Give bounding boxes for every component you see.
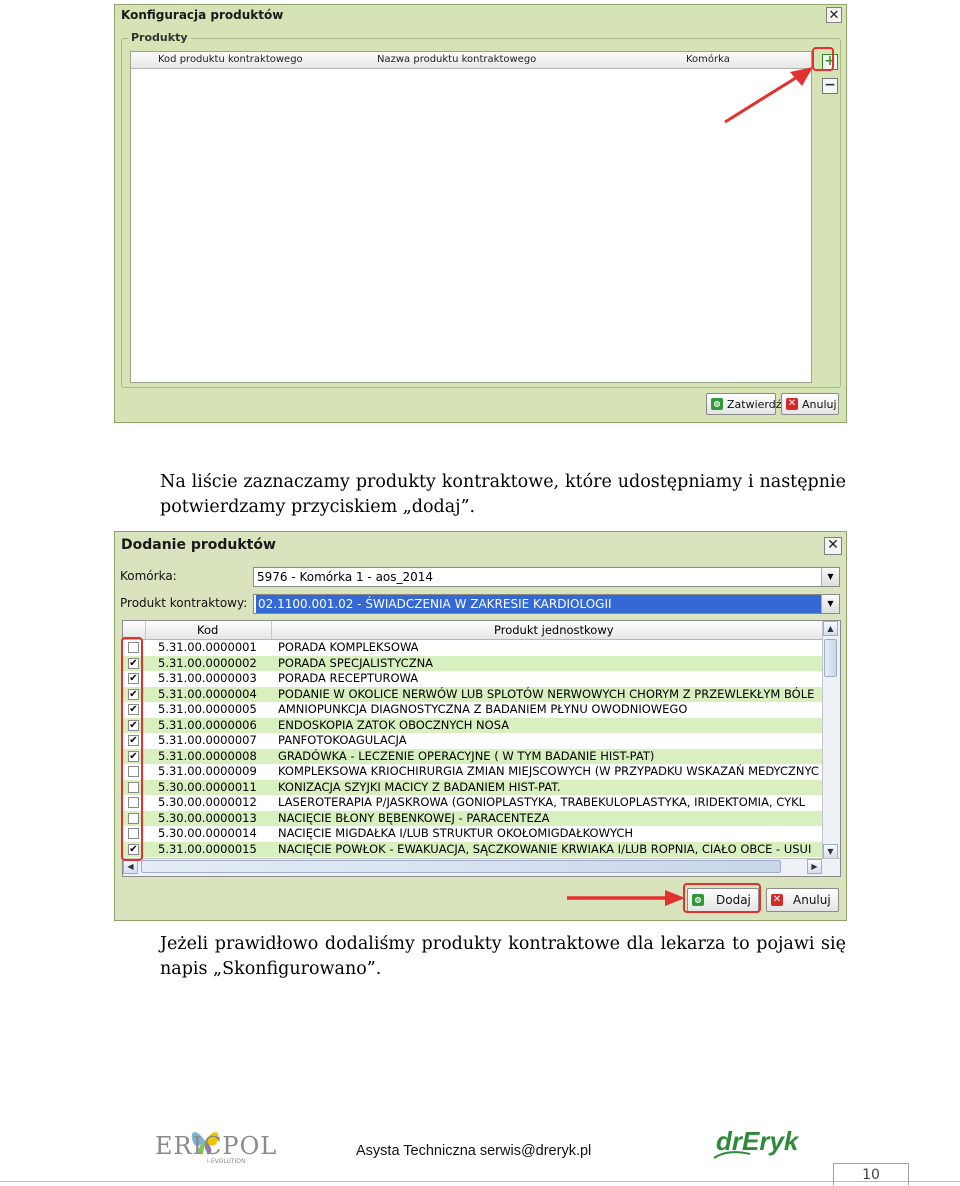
row-checkbox[interactable]: ✔ bbox=[129, 843, 138, 855]
row-product-name: PORADA RECEPTUROWA bbox=[278, 671, 419, 685]
row-code: 5.30.00.0000014 bbox=[158, 826, 257, 840]
product-select[interactable] bbox=[253, 594, 840, 614]
vertical-scrollbar[interactable] bbox=[822, 621, 840, 859]
row-code: 5.31.00.0000007 bbox=[158, 733, 257, 747]
row-checkbox[interactable]: ✔ bbox=[129, 719, 138, 731]
ericpol-logo bbox=[155, 1124, 278, 1165]
row-checkbox[interactable]: ✔ bbox=[129, 673, 138, 684]
add-product-button[interactable]: + bbox=[822, 54, 838, 70]
cancel-label: Anuluj bbox=[793, 893, 831, 907]
cancel-icon: ✕ bbox=[772, 894, 782, 905]
row-checkbox[interactable]: ✔ bbox=[129, 735, 138, 746]
row-code: 5.31.00.0000005 bbox=[158, 702, 257, 716]
row-code: 5.31.00.0000015 bbox=[158, 841, 257, 856]
column-code[interactable]: Kod produktu kontraktowego bbox=[158, 54, 303, 65]
scroll-left-icon[interactable]: ◀ bbox=[123, 859, 138, 874]
row-product-name: LASEROTERAPIA P/JASKROWA (GONIOPLASTYKA, TRABEKULOPLASTYKA, IRIDEKTOMIA, CYKL bbox=[278, 795, 806, 809]
table-row[interactable] bbox=[123, 687, 822, 703]
window-title: Konfiguracja produktów bbox=[121, 8, 284, 22]
dreryk-wordmark: drEryk bbox=[716, 1126, 799, 1156]
row-code: 5.31.00.0000003 bbox=[158, 671, 257, 685]
ok-icon bbox=[711, 398, 723, 410]
product-value: 02.1100.001.02 - ŚWIADCZENIA W ZAKRESIE KARDIOLOGII bbox=[256, 595, 821, 613]
row-checkbox[interactable]: ✔ bbox=[129, 750, 138, 762]
table-row[interactable] bbox=[123, 826, 822, 842]
checkbox-column-highlight bbox=[121, 637, 143, 861]
row-code: 5.31.00.0000009 bbox=[158, 764, 257, 778]
grid-header bbox=[123, 621, 822, 640]
row-product-name: KONIZACJA SZYJKI MACICY Z BADANIEM HIST-PAT. bbox=[278, 779, 561, 794]
row-code: 5.30.00.0000013 bbox=[158, 810, 257, 825]
table-row[interactable] bbox=[123, 811, 822, 827]
row-product-name: PODANIE W OKOLICE NERWÓW LUB SPLOTÓW NERWOWYCH CHORYM Z PRZEWLEKŁYM BÓLE bbox=[278, 686, 815, 701]
close-icon[interactable]: ✕ bbox=[826, 7, 842, 23]
group-label: Produkty bbox=[128, 31, 191, 44]
table-row[interactable] bbox=[123, 795, 822, 811]
row-product-name: PORADA KOMPLEKSOWA bbox=[278, 640, 419, 654]
arrow-icon bbox=[565, 886, 687, 910]
horizontal-scrollbar[interactable] bbox=[123, 858, 840, 876]
confirm-button[interactable] bbox=[706, 393, 782, 415]
row-product-name: PANFOTOKOAGULACJA bbox=[278, 733, 407, 747]
column-product[interactable]: Produkt jednostkowy bbox=[494, 623, 614, 637]
row-code: 5.30.00.0000011 bbox=[158, 779, 257, 794]
cell-select[interactable] bbox=[253, 567, 840, 587]
remove-product-button[interactable]: − bbox=[822, 78, 838, 94]
scroll-down-icon[interactable]: ▼ bbox=[823, 844, 838, 859]
table-row[interactable] bbox=[123, 671, 822, 687]
row-code: 5.31.00.0000004 bbox=[158, 686, 257, 701]
instruction-paragraph-2: Jeżeli prawidłowo dodaliśmy produkty kontraktowe dla lekarza to pojawi się napis „Skonfigurowano”. bbox=[160, 934, 846, 979]
cancel-icon: ✕ bbox=[787, 398, 797, 409]
table-row[interactable] bbox=[123, 733, 822, 749]
row-checkbox[interactable]: ✔ bbox=[129, 657, 138, 669]
ericpol-wordmark: ERICPOL bbox=[155, 1132, 278, 1160]
row-code: 5.31.00.0000008 bbox=[158, 748, 257, 763]
footer-rule bbox=[0, 1181, 960, 1182]
header-divider bbox=[271, 621, 272, 639]
cancel-label: Anuluj bbox=[802, 397, 837, 411]
column-code[interactable]: Kod bbox=[197, 623, 219, 637]
row-code: 5.31.00.0000002 bbox=[158, 655, 257, 670]
window-title-2: Dodanie produktów bbox=[121, 537, 276, 553]
ericpol-tagline: i-EVOLUTION bbox=[207, 1158, 246, 1165]
row-product-name: AMNIOPUNKCJA DIAGNOSTYCZNA Z BADANIEM PŁYNU OWODNIOWEGO bbox=[278, 702, 688, 716]
table-row[interactable] bbox=[123, 842, 822, 858]
swoosh-icon bbox=[712, 1150, 752, 1160]
product-label: Produkt kontraktowy: bbox=[120, 596, 248, 610]
instruction-paragraph-1: Na liście zaznaczamy produkty kontraktowe, które udostępniamy i następnie potwierdzamy przyciskiem „dodaj”. bbox=[160, 472, 846, 517]
row-product-name: NACIĘCIE BŁONY BĘBENKOWEJ - PARACENTEZA bbox=[278, 810, 550, 825]
products-grid[interactable] bbox=[122, 620, 841, 877]
products-list[interactable] bbox=[130, 51, 812, 383]
column-cell[interactable]: Komórka bbox=[686, 54, 730, 65]
table-row[interactable] bbox=[123, 702, 822, 718]
row-product-name: NACIĘCIE MIGDAŁKA I/LUB STRUKTUR OKOŁOMIGDAŁKOWYCH bbox=[278, 826, 634, 840]
row-product-name: GRADÓWKA - LECZENIE OPERACYJNE ( W TYM BADANIE HIST-PAT) bbox=[278, 748, 655, 763]
row-product-name: NACIĘCIE POWŁOK - EWAKUACJA, SĄCZKOWANIE KRWIAKA I/LUB ROPNIA, CIAŁO OBCE - USUI bbox=[278, 841, 812, 856]
row-product-name: KOMPLEKSOWA KRIOCHIRURGIA ZMIAN MIEJSCOWYCH (W PRZYPADKU WSKAZAŃ MEDYCZNYC bbox=[278, 764, 819, 778]
table-row[interactable] bbox=[123, 749, 822, 765]
table-row[interactable] bbox=[123, 764, 822, 780]
row-checkbox[interactable]: ✔ bbox=[129, 688, 138, 700]
header-divider bbox=[145, 621, 146, 639]
chevron-down-icon[interactable]: ▼ bbox=[821, 595, 839, 613]
cancel-button[interactable] bbox=[781, 393, 839, 415]
row-product-name: ENDOSKOPIA ZATOK OBOCZNYCH NOSA bbox=[278, 717, 510, 732]
scroll-up-icon[interactable]: ▲ bbox=[823, 621, 838, 636]
scroll-right-icon[interactable]: ▶ bbox=[807, 859, 822, 874]
row-product-name: PORADA SPECJALISTYCZNA bbox=[278, 655, 434, 670]
list-header bbox=[131, 52, 811, 69]
dreryk-logo bbox=[710, 1124, 810, 1164]
add-button-highlight-2 bbox=[683, 883, 761, 913]
confirm-label: Zatwierdź bbox=[727, 397, 782, 411]
column-name[interactable]: Nazwa produktu kontraktowego bbox=[377, 54, 537, 65]
add-label: Dodaj bbox=[716, 893, 751, 907]
table-row[interactable] bbox=[123, 640, 822, 656]
scroll-thumb-h[interactable] bbox=[141, 860, 781, 873]
row-checkbox[interactable]: ✔ bbox=[129, 704, 138, 715]
add-products-window bbox=[114, 531, 847, 921]
table-row[interactable] bbox=[123, 656, 822, 672]
support-contact: Asysta Techniczna serwis@dreryk.pl bbox=[356, 1143, 592, 1159]
cell-label: Komórka: bbox=[120, 569, 177, 583]
arrow-icon bbox=[720, 60, 820, 130]
page-number: 10 bbox=[833, 1163, 909, 1185]
row-code: 5.31.00.0000001 bbox=[158, 640, 257, 654]
row-code: 5.31.00.0000006 bbox=[158, 717, 257, 732]
row-code: 5.30.00.0000012 bbox=[158, 795, 257, 809]
scroll-thumb[interactable] bbox=[824, 639, 837, 677]
cancel-button-2[interactable] bbox=[766, 888, 839, 912]
chevron-down-icon[interactable]: ▼ bbox=[821, 568, 839, 586]
cell-value: 5976 - Komórka 1 - aos_2014 bbox=[257, 570, 434, 584]
table-row[interactable] bbox=[123, 780, 822, 796]
table-row[interactable] bbox=[123, 718, 822, 734]
close-icon-2[interactable]: ✕ bbox=[824, 537, 842, 555]
